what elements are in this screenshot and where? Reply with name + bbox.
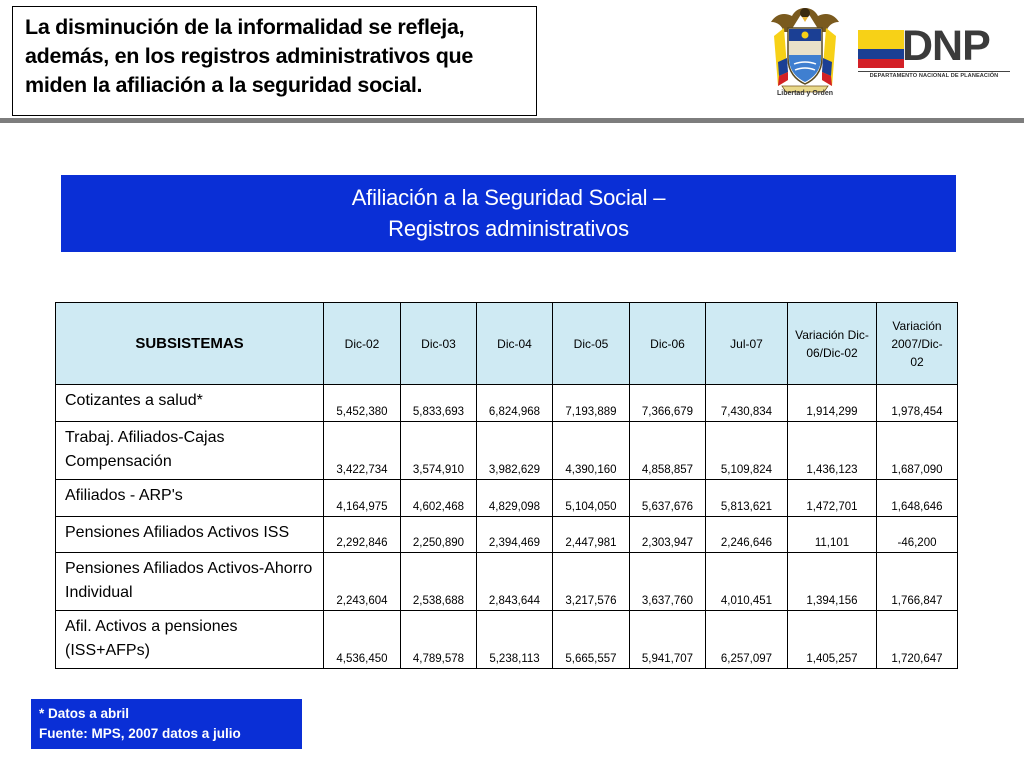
slide-title	[12, 6, 537, 116]
table-cell: 4,858,857	[630, 422, 706, 480]
table-cell: 5,104,050	[553, 480, 630, 517]
row-label: Pensiones Afiliados Activos-Ahorro Individual	[56, 553, 324, 611]
banner-line-1: Afiliación a la Seguridad Social –	[351, 185, 666, 210]
table-cell: 1,648,646	[877, 480, 958, 517]
column-header: Dic-02	[324, 303, 401, 385]
table-cell: 5,109,824	[706, 422, 788, 480]
table-cell: 2,447,981	[553, 517, 630, 553]
table-cell: 1,394,156	[788, 553, 877, 611]
table-cell: 6,824,968	[477, 385, 553, 422]
column-header: Variación 2007/Dic-02	[877, 303, 958, 385]
title-line-1: La disminución de la informalidad se refleja,	[25, 15, 465, 39]
table-cell: 5,238,113	[477, 611, 553, 669]
table-row	[56, 517, 958, 553]
column-header: Dic-05	[553, 303, 630, 385]
dnp-logo	[858, 22, 1010, 79]
table-cell: 5,833,693	[401, 385, 477, 422]
column-header: Dic-04	[477, 303, 553, 385]
table-cell: 4,164,975	[324, 480, 401, 517]
row-label: Pensiones Afiliados Activos ISS	[56, 517, 324, 553]
table-row	[56, 611, 958, 669]
logo-text: DNP	[902, 22, 990, 70]
banner-line-2: Registros administrativos	[388, 216, 629, 241]
table-cell: 1,472,701	[788, 480, 877, 517]
table-row	[56, 385, 958, 422]
table-cell: 1,766,847	[877, 553, 958, 611]
source-footnote	[31, 699, 302, 749]
table-row	[56, 480, 958, 517]
table-cell: 11,101	[788, 517, 877, 553]
table-cell: 2,303,947	[630, 517, 706, 553]
table-cell: 4,010,451	[706, 553, 788, 611]
table-cell: 4,602,468	[401, 480, 477, 517]
row-label: Afiliados - ARP's	[56, 480, 324, 517]
table-cell: 5,452,380	[324, 385, 401, 422]
colombia-flag-icon	[858, 30, 904, 68]
table-row	[56, 422, 958, 480]
logo-subtitle: DEPARTAMENTO NACIONAL DE PLANEACIÓN	[858, 71, 1010, 79]
table-cell: 1,914,299	[788, 385, 877, 422]
table-cell: 1,436,123	[788, 422, 877, 480]
table-cell: 1,687,090	[877, 422, 958, 480]
table-cell: 4,536,450	[324, 611, 401, 669]
table-cell: 5,637,676	[630, 480, 706, 517]
column-header: Jul-07	[706, 303, 788, 385]
table-cell: 4,829,098	[477, 480, 553, 517]
row-label: Afil. Activos a pensiones (ISS+AFPs)	[56, 611, 324, 669]
table-cell: 1,978,454	[877, 385, 958, 422]
column-header: Dic-06	[630, 303, 706, 385]
table-cell: 4,789,578	[401, 611, 477, 669]
table-cell: 5,665,557	[553, 611, 630, 669]
table-cell: 7,193,889	[553, 385, 630, 422]
table-cell: 5,813,621	[706, 480, 788, 517]
column-header: Dic-03	[401, 303, 477, 385]
table-cell: -46,200	[877, 517, 958, 553]
table-cell: 3,422,734	[324, 422, 401, 480]
footnote-line-2: Fuente: MPS, 2007 datos a julio	[39, 726, 241, 741]
table-cell: 1,405,257	[788, 611, 877, 669]
row-label: Trabaj. Afiliados-Cajas Compensación	[56, 422, 324, 480]
table-cell: 7,366,679	[630, 385, 706, 422]
table-cell: 2,246,646	[706, 517, 788, 553]
table-cell: 7,430,834	[706, 385, 788, 422]
table-row	[56, 553, 958, 611]
table-cell: 2,394,469	[477, 517, 553, 553]
table-cell: 2,243,604	[324, 553, 401, 611]
header-divider	[0, 118, 1024, 123]
row-label: Cotizantes a salud*	[56, 385, 324, 422]
affiliation-table	[55, 302, 958, 669]
footnote-line-1: * Datos a abril	[39, 706, 130, 721]
table-cell: 3,982,629	[477, 422, 553, 480]
crest-motto: Libertad y Orden	[776, 90, 833, 97]
title-line-3: miden la afiliación a la seguridad social.	[25, 73, 423, 97]
table-header-row	[56, 303, 958, 385]
table-cell: 2,250,890	[401, 517, 477, 553]
table-cell: 5,941,707	[630, 611, 706, 669]
table-cell: 1,720,647	[877, 611, 958, 669]
table-cell: 4,390,160	[553, 422, 630, 480]
table-cell: 6,257,097	[706, 611, 788, 669]
title-line-2: además, en los registros administrativos que	[25, 44, 474, 68]
table-cell: 3,217,576	[553, 553, 630, 611]
table-cell: 3,574,910	[401, 422, 477, 480]
column-header: SUBSISTEMAS	[56, 303, 324, 385]
table-cell: 2,843,644	[477, 553, 553, 611]
table-cell: 3,637,760	[630, 553, 706, 611]
column-header: Variación Dic-06/Dic-02	[788, 303, 877, 385]
table-banner	[61, 175, 956, 252]
table-cell: 2,292,846	[324, 517, 401, 553]
table-cell: 2,538,688	[401, 553, 477, 611]
